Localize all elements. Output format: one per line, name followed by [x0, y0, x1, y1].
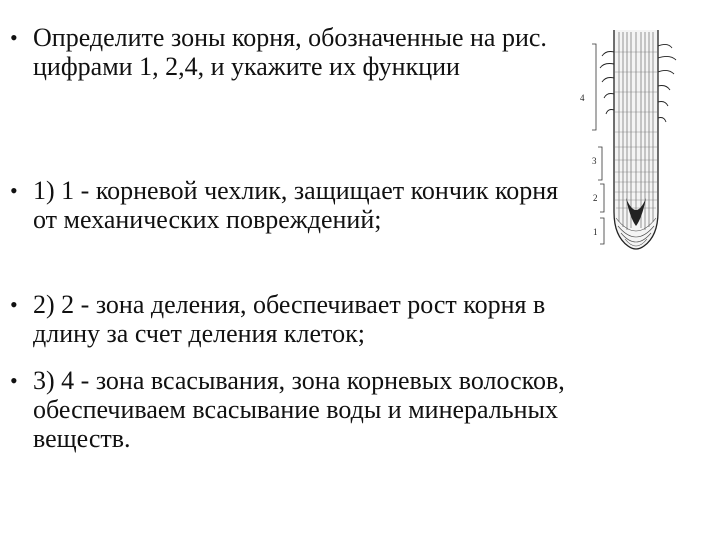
- zone-label-2: 2: [593, 193, 598, 203]
- zone-label-1: 1: [593, 227, 598, 237]
- bullet-marker: •: [10, 368, 18, 393]
- bullet-marker: •: [10, 292, 18, 317]
- bracket-zone-4: [592, 44, 596, 130]
- bullet-marker: •: [10, 178, 18, 203]
- bracket-zone-1: [600, 218, 604, 244]
- root-illustration: [572, 22, 690, 262]
- zone-brackets: [592, 44, 604, 244]
- bullet-text: 1) 1 - корневой чехлик, защищает кончик корня от механических повреждений;: [33, 176, 559, 234]
- bracket-zone-2: [600, 184, 604, 212]
- zone-label-4: 4: [580, 93, 585, 103]
- bullet-text: 3) 4 - зона всасывания, зона корневых волосков, обеспечиваем всасывание воды и минеральных веществ.: [33, 366, 565, 453]
- bullet-marker: •: [10, 25, 18, 50]
- zone-label-3: 3: [592, 156, 597, 166]
- bullet-text: Определите зоны корня, обозначенные на рис. цифрами 1, 2,4, и укажите их функции: [33, 23, 547, 81]
- root-diagram: [572, 22, 690, 262]
- bullet-text: 2) 2 - зона деления, обеспечивает рост корня в длину за счет деления клеток;: [33, 290, 546, 348]
- bracket-zone-3: [598, 147, 602, 180]
